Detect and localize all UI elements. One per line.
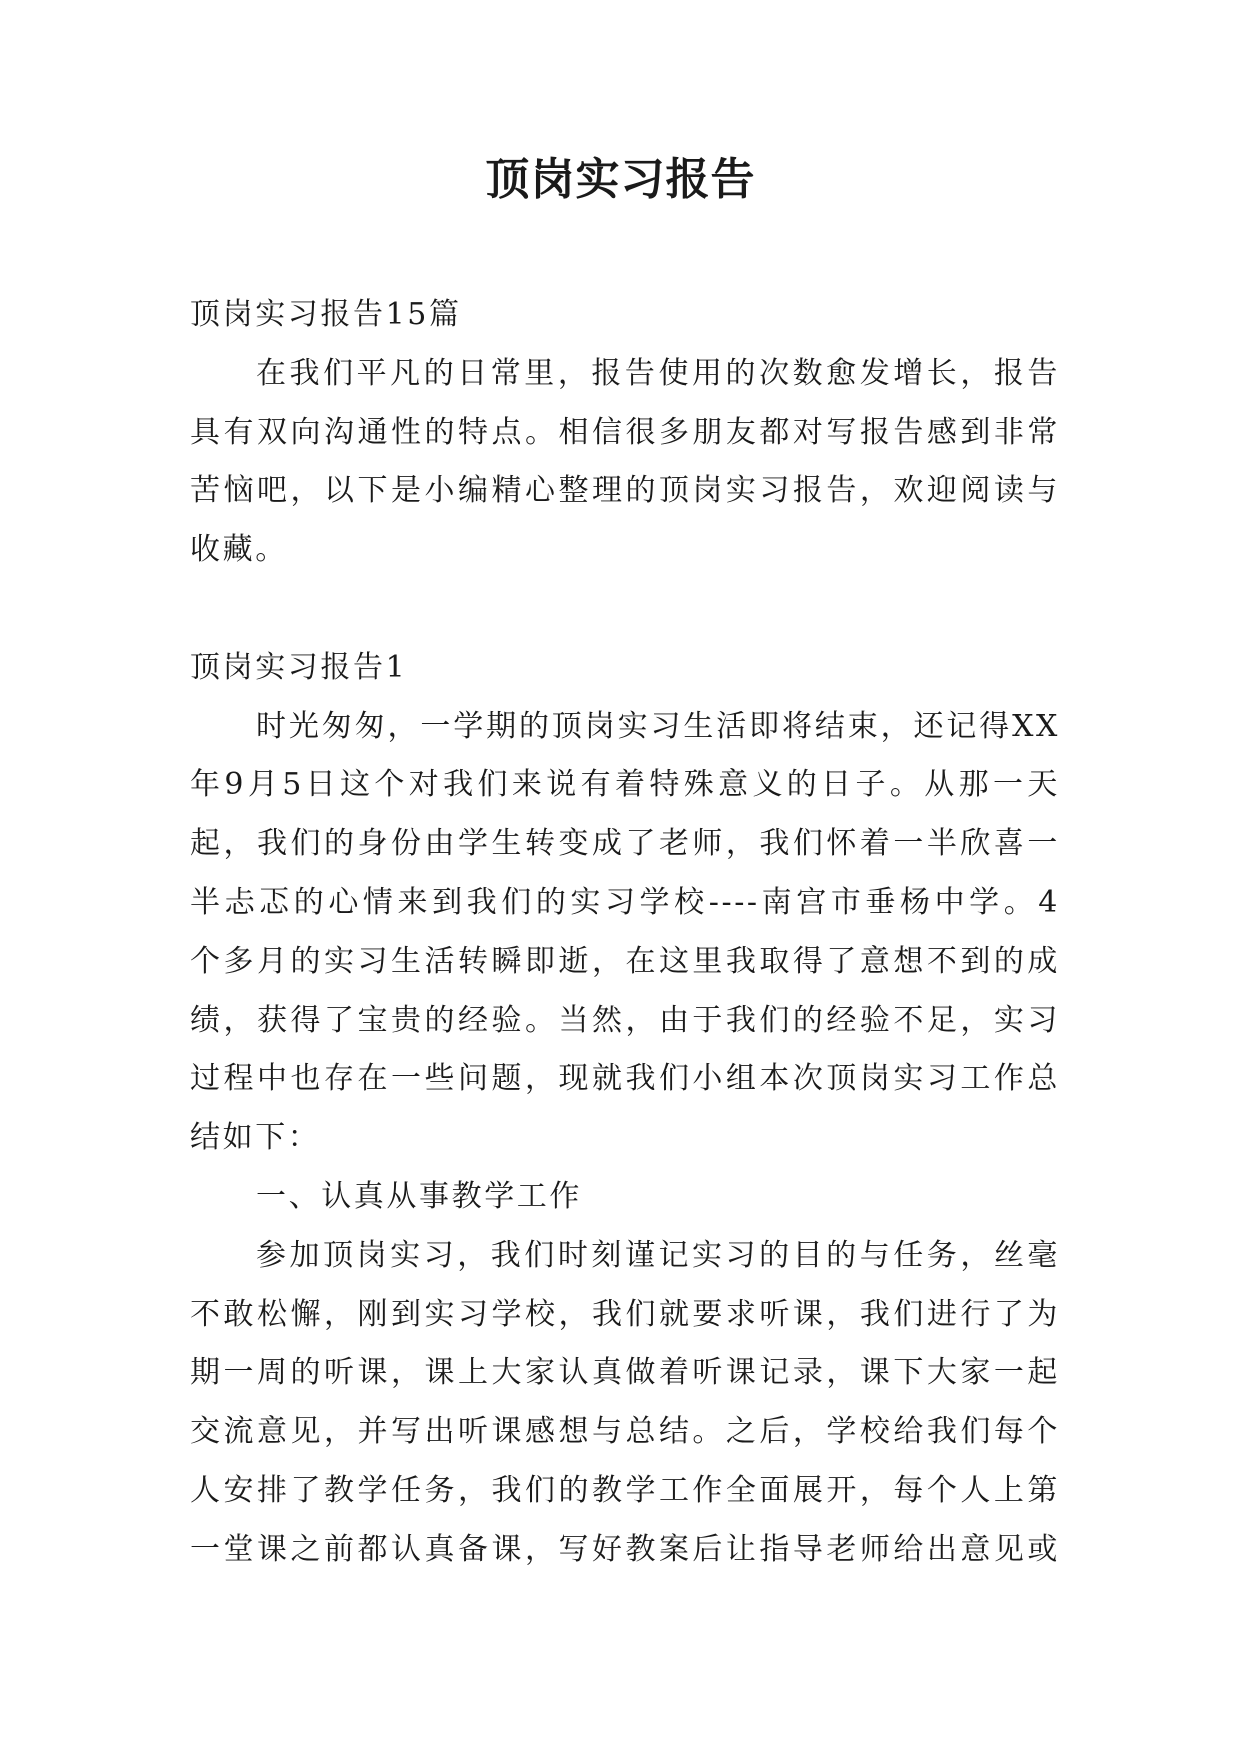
intro-line: 苦恼吧，以下是小编精心整理的顶岗实习报告，欢迎阅读与 [190,473,1060,509]
report-1-line: 绩，获得了宝贵的经验。当然，由于我们的经验不足，实习 [190,1002,1060,1038]
report-1-line: 起，我们的身份由学生转变成了老师，我们怀着一半欣喜一 [190,826,1060,862]
section-1-line: 一堂课之前都认真备课，写好教案后让指导老师给出意见或 [190,1531,1060,1567]
section-1-line: 不敢松懈，刚到实习学校，我们就要求听课，我们进行了为 [190,1296,1060,1332]
document-title: 顶岗实习报告 [485,154,756,205]
section-1-line: 人安排了教学任务，我们的教学工作全面展开，每个人上第 [190,1472,1060,1508]
document-body [190,286,1060,1580]
report-1-heading: 顶岗实习报告1 [190,649,408,685]
section-1-paragraph [190,1227,1060,1580]
report-1-paragraph [190,698,1060,1168]
intro-line: 具有双向沟通性的特点。相信很多朋友都对写报告感到非常 [190,414,1060,450]
collection-heading: 顶岗实习报告15篇 [190,297,462,332]
report-1-line: 半忐忑的心情来到我们的实习学校----南宫市垂杨中学。4 [190,884,1060,920]
section-1-line: 交流意见，并写出听课感想与总结。之后，学校给我们每个 [190,1414,1060,1450]
intro-line: 收藏。 [190,532,288,568]
section-1-title: 一、认真从事教学工作 [256,1178,582,1214]
section-1-line: 期一周的听课，课上大家认真做着听课记录，课下大家一起 [190,1355,1060,1391]
section-1-line: 参加顶岗实习，我们时刻谨记实习的目的与任务，丝毫 [256,1237,1060,1273]
intro-line: 在我们平凡的日常里，报告使用的次数愈发增长，报告 [256,355,1060,391]
report-1-line: 过程中也存在一些问题，现就我们小组本次顶岗实习工作总 [190,1061,1060,1097]
intro-paragraph [190,345,1060,580]
report-1-line: 结如下： [190,1120,321,1156]
paragraph-gap [190,580,1060,639]
report-1-line: 个多月的实习生活转瞬即逝，在这里我取得了意想不到的成 [190,943,1060,979]
report-1-line: 时光匆匆，一学期的顶岗实习生活即将结束，还记得XX [256,708,1060,744]
report-1-line: 年9月5日这个对我们来说有着特殊意义的日子。从那一天 [190,767,1060,803]
